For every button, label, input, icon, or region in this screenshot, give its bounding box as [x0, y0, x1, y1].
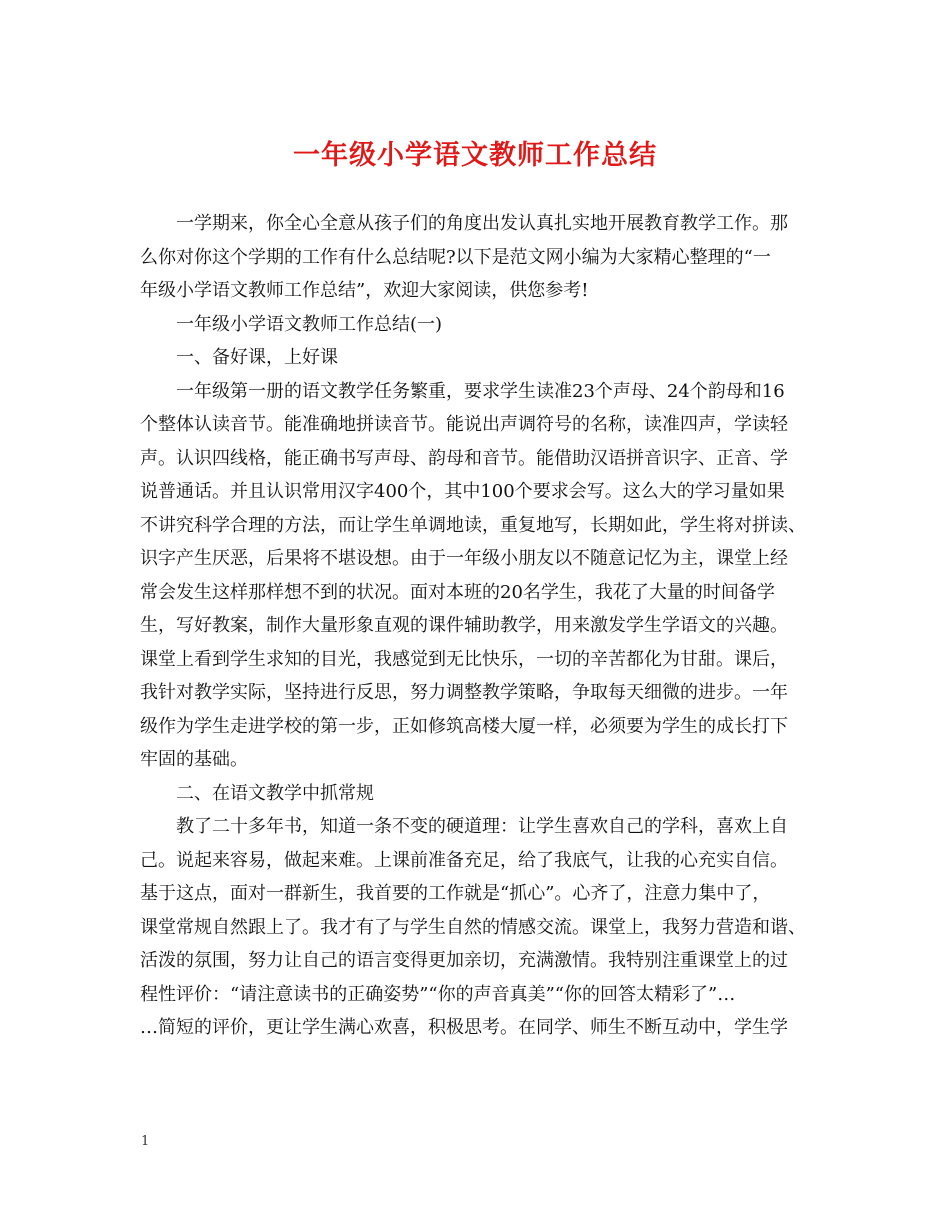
text-line: 生，写好教案，制作大量形象直观的课件辅助教学，用来激发学生学语文的兴趣。	[140, 615, 788, 636]
text-line: 基于这点，面对一群新生，我首要的工作就是“抓心”。心齐了，注意力集中了，	[140, 883, 771, 904]
text-line: 一学期来，你全心全意从孩子们的角度出发认真扎实地开展教育教学工作。那	[176, 213, 788, 234]
text-line: 识字产生厌恶，后果将不堪设想。由于一年级小朋友以不随意记忆为主，课堂上经	[140, 548, 788, 569]
text-line: 不讲究科学合理的方法，而让学生单调地读，重复地写，长期如此，学生将对拼读、	[140, 514, 806, 536]
text-line: 活泼的氛围，努力让自己的语言变得更加亲切，充满激情。我特别注重课堂上的过	[140, 950, 788, 971]
page-number: 1	[141, 1134, 150, 1149]
text-line: 牢固的基础。	[140, 749, 248, 770]
document-title: 一年级小学语文教师工作总结	[293, 140, 657, 171]
text-line: 个整体认读音节。能准确地拼读音节。能说出声调符号的名称，读准四声，学读轻	[140, 414, 788, 435]
text-line: 么你对你这个学期的工作有什么总结呢?以下是范文网小编为大家精心整理的“一	[140, 246, 771, 268]
text-line: 年级小学语文教师工作总结”，欢迎大家阅读，供您参考!	[140, 280, 589, 301]
text-line: 二、在语文教学中抓常规	[176, 782, 374, 804]
text-line: 一、备好课，上好课	[176, 347, 338, 368]
text-line: 我针对教学实际，坚持进行反思，努力调整教学策略，争取每天细微的进步。一年	[140, 682, 788, 703]
text-line: …简短的评价，更让学生满心欢喜，积极思考。在同学、师生不断互动中，学生学	[140, 1017, 788, 1038]
text-line: 一年级小学语文教师工作总结(一)	[176, 313, 443, 335]
text-line: 说普通话。并且认识常用汉字400个，其中100个要求会写。这么大的学习量如果	[140, 481, 785, 502]
text-line: 级作为学生走进学校的第一步，正如修筑高楼大厦一样，必须要为学生的成长打下	[140, 715, 788, 737]
text-line: 一年级第一册的语文教学任务繁重，要求学生读准23个声母、24个韵母和16	[176, 380, 785, 402]
text-line: 己。说起来容易，做起来难。上课前准备充足，给了我底气，让我的心充实自信。	[140, 849, 788, 871]
text-line: 课堂常规自然跟上了。我才有了与学生自然的情感交流。课堂上，我努力营造和谐、	[140, 916, 806, 938]
text-line: 常会发生这样那样想不到的状况。面对本班的20名学生，我花了大量的时间备学	[140, 581, 775, 603]
document-body	[140, 207, 820, 1045]
text-line: 程性评价：“请注意读书的正确姿势”“你的声音真美”“你的回答太精彩了”…	[140, 983, 736, 1005]
text-line: 教了二十多年书，知道一条不变的硬道理：让学生喜欢自己的学科，喜欢上自	[176, 816, 788, 837]
text-line: 声。认识四线格，能正确书写声母、韵母和音节。能借助汉语拼音识字、正音、学	[140, 447, 788, 469]
text-line: 课堂上看到学生求知的目光，我感觉到无比快乐，一切的辛苦都化为甘甜。课后，	[140, 648, 788, 670]
